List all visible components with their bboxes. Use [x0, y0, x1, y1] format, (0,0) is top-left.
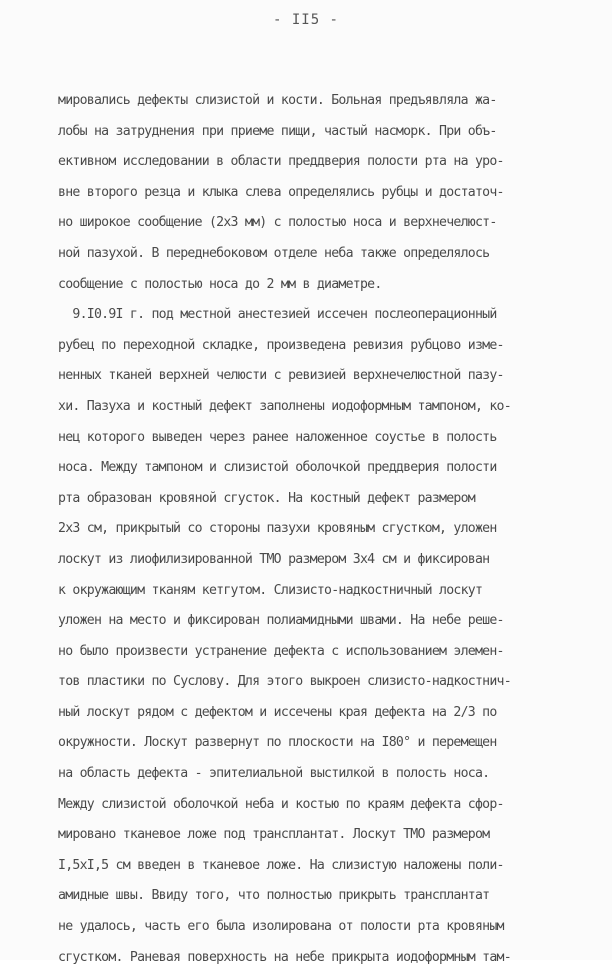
text-line: но широкое сообщение (2х3 мм) с полостью носа и верхнечелюст-	[58, 215, 497, 231]
text-line: мировались дефекты слизистой и кости. Больная предъявляла жа-	[58, 93, 497, 108]
text-line: I,5хI,5 см введен в тканевое ложе. На слизистую наложены поли-	[58, 857, 504, 873]
text-line: рубец по переходной складке, произведена ревизия рубцово изме-	[58, 337, 504, 353]
text-line: но было произвести устранение дефекта с использованием элемен-	[58, 643, 504, 659]
text-line: 2х3 см, прикрытый со стороны пазухи кровяным сгустком, уложен	[58, 521, 497, 537]
text-line: ной пазухой. В переднебоковом отделе неба также определялось	[58, 245, 490, 261]
text-line: носа. Между тампоном и слизистой оболочкой преддверия полости	[58, 460, 497, 476]
text-line: мировано тканевое ложе под трансплантат. Лоскут ТМО размером	[58, 827, 490, 843]
body-text	[58, 86, 578, 973]
text-line: уложен на место и фиксирован полиамидными швами. На небе реше-	[58, 613, 504, 629]
text-line: хи. Пазуха и костный дефект заполнены иодоформным тампоном, ко-	[58, 398, 511, 414]
text-line: лобы на затруднения при приеме пищи, частый насморк. При объ-	[58, 123, 497, 139]
text-line: сообщение с полостью носа до 2 мм в диаметре.	[58, 276, 382, 292]
text-line: нец которого выведен через ранее наложенное соустье в полость	[58, 429, 497, 445]
text-line: сгустком. Раневая поверхность на небе прикрыта иодоформным там-	[58, 949, 511, 965]
text-line: Между слизистой оболочкой неба и костью по краям дефекта сфор-	[58, 796, 504, 812]
text-line: амидные швы. Ввиду того, что полностью прикрыть трансплантат	[58, 888, 490, 904]
text-line: ненных тканей верхней челюсти с ревизией верхнечелюстной пазу-	[58, 368, 504, 384]
page-number: - II5 -	[272, 12, 339, 28]
text-line: тов пластики по Суслову. Для этого выкроен слизисто-надкостнич-	[58, 674, 511, 690]
text-line: рта образован кровяной сгусток. На костный дефект размером	[58, 490, 475, 506]
text-line: к окружающим тканям кетгутом. Слизисто-надкостничный лоскут	[58, 582, 483, 598]
text-line: 9.I0.9I г. под местной анестезией иссечен послеоперационный	[58, 307, 497, 323]
text-line: ективном исследовании в области преддверия полости рта на уро-	[58, 154, 504, 170]
text-line: окружности. Лоскут развернут по плоскости на I80° и перемещен	[58, 735, 497, 751]
text-line: лоскут из лиофилизированной ТМО размером 3х4 см и фиксирован	[58, 551, 490, 567]
text-line: на область дефекта - эпителиальной выстилкой в полость носа.	[58, 766, 490, 782]
text-line: не удалось, часть его была изолирована от полости рта кровяным	[58, 919, 504, 935]
text-line: вне второго резца и клыка слева определялись рубцы и достаточ-	[58, 184, 504, 200]
text-line: ный лоскут рядом с дефектом и иссечены края дефекта на 2/3 по	[58, 704, 497, 720]
